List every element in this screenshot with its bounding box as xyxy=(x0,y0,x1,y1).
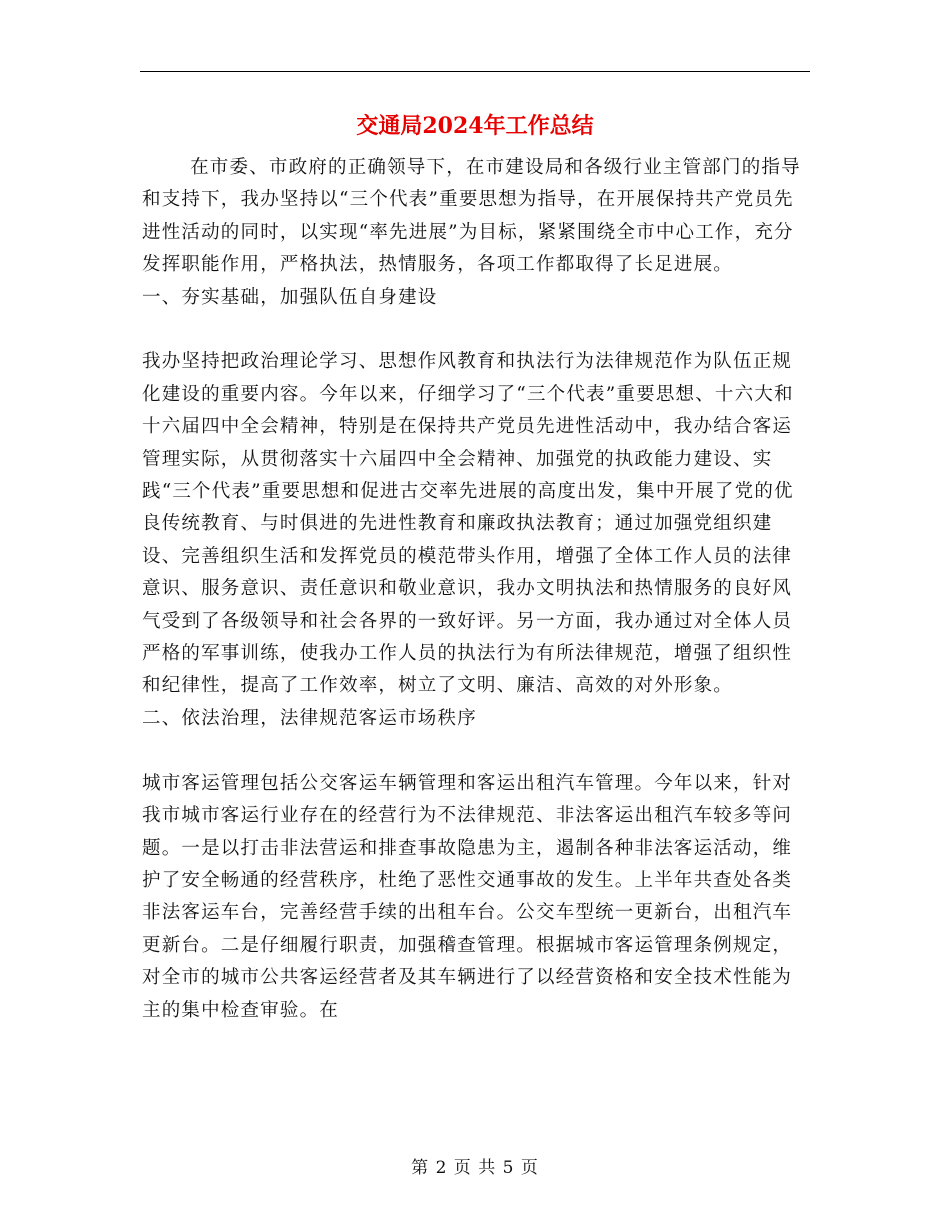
document-body xyxy=(142,152,810,1027)
intro-paragraph: 在市委、市政府的正确领导下，在市建设局和各级行业主管部门的指导和支持下，我办坚持以“三个代表”重要思想为指导，在开展保持共产党员先进性活动的同时，以实现“率先进展”为目标，紧紧围绕全市中心工作，充分发挥职能作用，严格执法，热情服务，各项工作都取得了长足进展。 xyxy=(142,157,801,276)
section-1-paragraph: 我办坚持把政治理论学习、思想作风教育和执法行为法律规范作为队伍正规化建设的重要内容。今年以来，仔细学习了“三个代表”重要思想、十六大和十六届四中全会精神，特别是在保持共产党员先进性活动中，我办结合客运管理实际，从贯彻落实十六届四中全会精神、加强党的执政能力建设、实践“三个代表”重要思想和促进古交率先进展的高度出发，集中开展了党的优良传统教育、与时俱进的先进性教育和廉政执法教育；通过加强党组织建设、完善组织生活和发挥党员的模范带头作用，增强了全体工作人员的法律意识、服务意识、责任意识和敬业意识，我办文明执法和热情服务的良好风气受到了各级领导和社会各界的一致好评。另一方面，我办通过对全体人员严格的军事训练，使我办工作人员的执法行为有所法律规范，增强了组织性和纪律性，提高了工作效率，树立了文明、廉洁、高效的对外形象。 xyxy=(142,351,794,697)
header-rule xyxy=(140,71,810,72)
section-2-paragraph: 城市客运管理包括公交客运车辆管理和客运出租汽车管理。今年以来，针对我市城市客运行业存在的经营行为不法律规范、非法客运出租汽车较多等问题。一是以打击非法营运和排查事故隐患为主，遏制各种非法客运活动，维护了安全畅通的经营秩序，杜绝了恶性交通事故的发生。上半年共查处各类非法客运车台，完善经营手续的出租车台。公交车型统一更新台，出租汽车更新台。二是仔细履行职责，加强稽查管理。根据城市客运管理条例规定，对全市的城市公共客运经营者及其车辆进行了以经营资格和安全技术性能为主的集中检查审验。在 xyxy=(142,772,793,1021)
document-title: 交通局2024年工作总结 xyxy=(356,113,594,139)
page-number: 第 2 页 共 5 页 xyxy=(411,1158,539,1178)
section-1-heading: 一、夯实基础，加强队伍自身建设 xyxy=(142,286,438,308)
paragraph-gap xyxy=(142,314,810,346)
section-2-heading: 二、依法治理，法律规范客运市场秩序 xyxy=(142,707,477,729)
paragraph-gap xyxy=(142,735,810,767)
